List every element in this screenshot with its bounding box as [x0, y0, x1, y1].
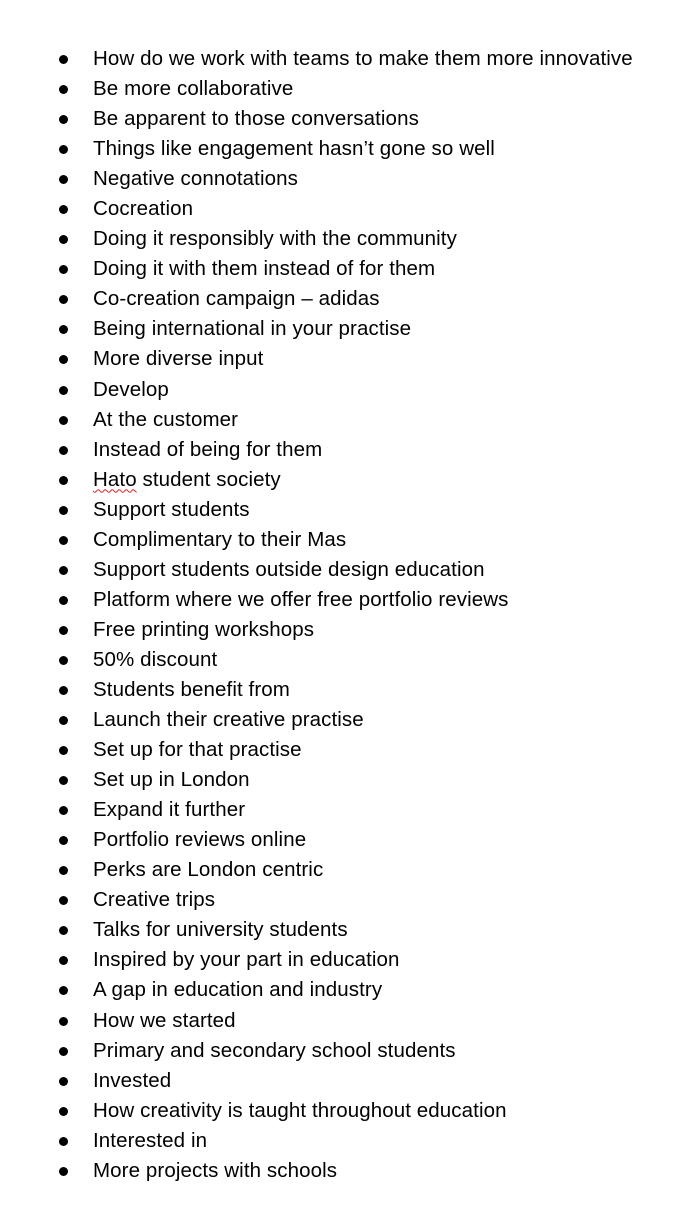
list-item: [0, 134, 682, 164]
list-item: [0, 525, 682, 555]
list-item: [0, 44, 682, 74]
list-item-text: 50% discount: [93, 647, 218, 671]
list-item-text: Doing it responsibly with the community: [93, 227, 457, 251]
list-item-text: Be more collaborative: [93, 77, 294, 101]
list-item: [0, 1156, 682, 1186]
list-item: [0, 465, 682, 495]
list-item: [0, 284, 682, 314]
list-item: [0, 344, 682, 374]
bullet-icon: [59, 325, 68, 334]
list-item-text: Primary and secondary school students: [93, 1038, 456, 1062]
bullet-icon: [59, 536, 68, 545]
bullet-icon: [59, 265, 68, 274]
list-item-text: A gap in education and industry: [93, 978, 383, 1002]
list-item: [0, 74, 682, 104]
bullet-icon: [59, 416, 68, 425]
bullet-icon: [59, 866, 68, 875]
list-item: [0, 1096, 682, 1126]
list-item: [0, 164, 682, 194]
list-item: [0, 615, 682, 645]
list-item-text: How we started: [93, 1008, 236, 1032]
list-item: [0, 915, 682, 945]
bullet-icon: [59, 115, 68, 124]
list-item-text: How do we work with teams to make them more innovative: [93, 47, 633, 70]
list-item-text: How creativity is taught throughout education: [93, 1098, 507, 1122]
list-item-text: Perks are London centric: [93, 858, 324, 882]
list-item: [0, 495, 682, 525]
list-item: [0, 975, 682, 1005]
list-item-text: Cocreation: [93, 197, 194, 221]
list-item-text: Talks for university students: [93, 918, 348, 942]
list-item: [0, 765, 682, 795]
bullet-icon: [59, 476, 68, 485]
bullet-icon: [59, 355, 68, 364]
bullet-icon: [59, 776, 68, 785]
list-item-text: More projects with schools: [93, 1158, 338, 1182]
list-item: [0, 104, 682, 134]
list-item-text: At the customer: [93, 407, 239, 431]
bullet-icon: [59, 986, 68, 995]
list-item-text: Co-creation campaign – adidas: [93, 287, 380, 311]
list-item: [0, 735, 682, 765]
bullet-list: [0, 44, 682, 1186]
list-item: [0, 405, 682, 435]
bullet-icon: [59, 596, 68, 605]
list-item-text: Interested in: [93, 1128, 208, 1152]
bullet-icon: [59, 896, 68, 905]
list-item: [0, 795, 682, 825]
bullet-icon: [59, 566, 68, 575]
list-item: [0, 435, 682, 465]
list-item-text: Expand it further: [93, 798, 246, 822]
list-item: [0, 1126, 682, 1156]
list-item: [0, 705, 682, 735]
list-item: [0, 224, 682, 254]
bullet-icon: [59, 656, 68, 665]
bullet-icon: [59, 85, 68, 94]
bullet-icon: [59, 626, 68, 635]
bullet-icon: [59, 145, 68, 154]
bullet-icon: [59, 1107, 68, 1116]
list-item: [0, 314, 682, 344]
list-item-text: Things like engagement hasn’t gone so well: [93, 137, 495, 161]
list-item-text: Complimentary to their Mas: [93, 527, 347, 551]
list-item: [0, 1036, 682, 1066]
bullet-icon: [59, 446, 68, 455]
bullet-icon: [59, 1167, 68, 1176]
bullet-icon: [59, 836, 68, 845]
bullet-icon: [59, 746, 68, 755]
list-item: [0, 945, 682, 975]
list-item-text: Doing it with them instead of for them: [93, 257, 436, 281]
list-item-text: Students benefit from: [93, 677, 290, 701]
bullet-icon: [59, 956, 68, 965]
list-item: [0, 194, 682, 224]
list-item-text: Invested: [93, 1068, 172, 1092]
bullet-icon: [59, 686, 68, 695]
list-item: [0, 585, 682, 615]
list-item-text: Launch their creative practise: [93, 708, 364, 732]
list-item-text: Creative trips: [93, 888, 216, 912]
list-item-text: Being international in your practise: [93, 317, 412, 341]
list-item-text: Set up for that practise: [93, 738, 302, 762]
bullet-icon: [59, 386, 68, 395]
list-item: [0, 855, 682, 885]
list-item: [0, 1006, 682, 1036]
bullet-icon: [59, 1077, 68, 1086]
list-item: [0, 254, 682, 284]
list-item: [0, 555, 682, 585]
list-item-text: Inspired by your part in education: [93, 948, 400, 972]
list-item: [0, 645, 682, 675]
bullet-icon: [59, 1017, 68, 1026]
list-item-text: Be apparent to those conversations: [93, 107, 419, 131]
bullet-icon: [59, 926, 68, 935]
list-item-text: Support students: [93, 497, 250, 521]
misspelled-word[interactable]: Hato: [93, 467, 137, 491]
list-item: [0, 675, 682, 705]
list-item: [0, 825, 682, 855]
list-item-text: Portfolio reviews online: [93, 828, 307, 852]
list-item: [0, 1066, 682, 1096]
list-item-text: Support students outside design education: [93, 557, 485, 581]
list-item: [0, 375, 682, 405]
list-item: [0, 885, 682, 915]
list-item-text: Platform where we offer free portfolio reviews: [93, 587, 509, 611]
list-item-text: More diverse input: [93, 347, 264, 371]
bullet-icon: [59, 55, 68, 64]
list-item-text-rest: student society: [142, 467, 281, 491]
list-item-text: Negative connotations: [93, 167, 298, 191]
bullet-icon: [59, 175, 68, 184]
list-item-text: Free printing workshops: [93, 617, 315, 641]
bullet-icon: [59, 205, 68, 214]
list-item-text: Instead of being for them: [93, 437, 323, 461]
bullet-icon: [59, 716, 68, 725]
bullet-icon: [59, 506, 68, 515]
list-item-text: Set up in London: [93, 768, 250, 792]
bullet-icon: [59, 806, 68, 815]
list-item-text: [93, 465, 281, 495]
bullet-icon: [59, 235, 68, 244]
bullet-icon: [59, 1047, 68, 1056]
list-item-text: Develop: [93, 377, 169, 401]
bullet-icon: [59, 1137, 68, 1146]
bullet-icon: [59, 295, 68, 304]
